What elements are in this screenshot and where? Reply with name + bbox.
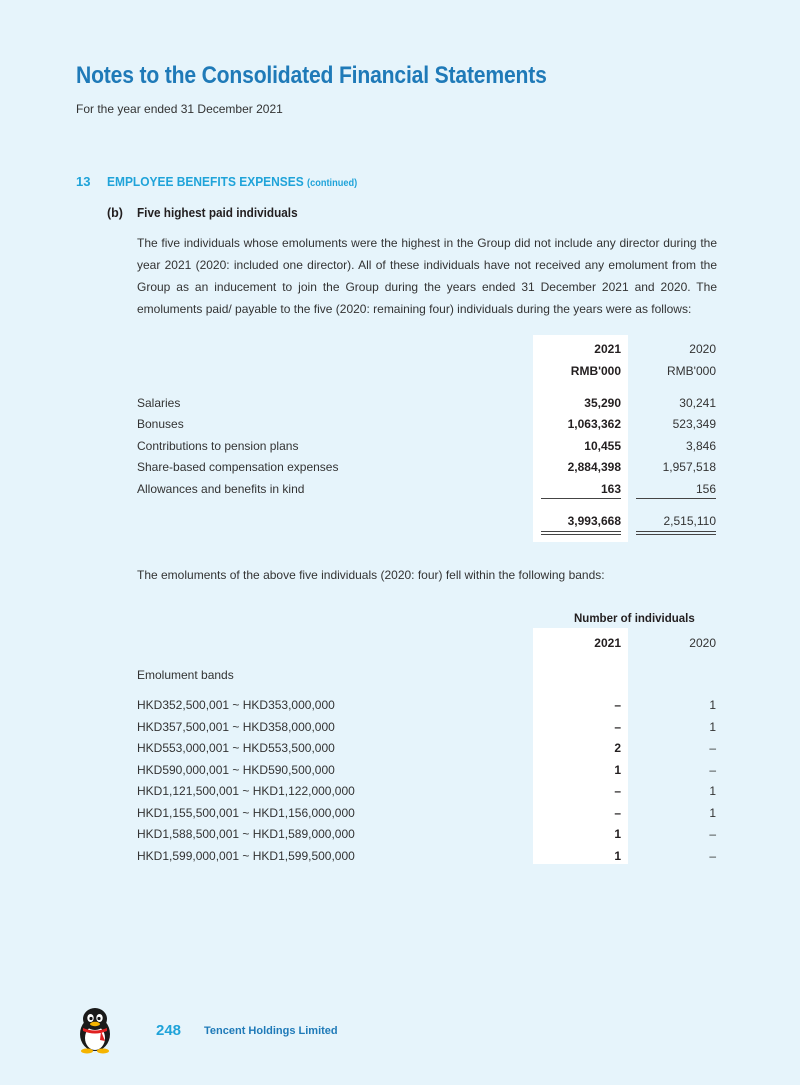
total-double-rule-2021-a bbox=[541, 531, 621, 532]
band-value-2020: – bbox=[709, 849, 716, 863]
band-value-2021: 1 bbox=[614, 763, 621, 777]
page-number: 248 bbox=[156, 1022, 182, 1039]
table-row-value-2021: 2,884,398 bbox=[567, 460, 621, 474]
penguin-mascot-icon bbox=[74, 1006, 116, 1054]
band-label: HKD1,155,500,001 ~ HKD1,156,000,000 bbox=[137, 806, 355, 820]
band-value-2021: – bbox=[614, 784, 621, 798]
section-title-text: EMPLOYEE BENEFITS EXPENSES bbox=[107, 174, 304, 189]
subsection-label: (b) bbox=[107, 206, 123, 220]
band-value-2021: – bbox=[614, 720, 621, 734]
emoluments-unit-2021: RMB'000 bbox=[570, 364, 621, 378]
emoluments-col-2021: 2021 bbox=[594, 342, 621, 356]
band-value-2020: – bbox=[709, 763, 716, 777]
total-2020: 2,515,110 bbox=[663, 514, 716, 528]
band-label: HKD357,500,001 ~ HKD358,000,000 bbox=[137, 720, 335, 734]
bands-group-header: Number of individuals bbox=[574, 613, 695, 625]
table-row-value-2021: 1,063,362 bbox=[567, 417, 621, 431]
emoluments-unit-2020: RMB'000 bbox=[667, 364, 716, 378]
table-row-label: Contributions to pension plans bbox=[137, 439, 299, 453]
table-row-value-2020: 1,957,518 bbox=[662, 460, 716, 474]
subsection-paragraph: The five individuals whose emoluments were the highest in the Group did not include any director during the year 2021 (2020: included one director). All of these individuals have not received any emolument from the Group as an inducement to join the Group during the years ended 31 December 2021 and 2020. The emoluments paid/ payable to the five (2020: remaining four) individuals during the years were as follows: bbox=[137, 236, 717, 316]
table-row-value-2020: 30,241 bbox=[679, 396, 716, 410]
band-value-2021: 1 bbox=[614, 849, 621, 863]
band-value-2020: – bbox=[709, 741, 716, 755]
band-value-2021: – bbox=[614, 698, 621, 712]
band-label: HKD1,588,500,001 ~ HKD1,589,000,000 bbox=[137, 827, 355, 841]
table-row-value-2021: 10,455 bbox=[584, 439, 621, 453]
bands-col-2021: 2021 bbox=[594, 636, 621, 650]
section-title bbox=[107, 174, 357, 189]
table-row-label: Bonuses bbox=[137, 417, 184, 431]
subsection-title: Five highest paid individuals bbox=[137, 206, 298, 220]
total-double-rule-2021-b bbox=[541, 534, 621, 535]
band-label: HKD553,000,001 ~ HKD553,500,000 bbox=[137, 741, 335, 755]
page-title: Notes to the Consolidated Financial Statements bbox=[76, 62, 547, 89]
section-number: 13 bbox=[76, 174, 91, 189]
bands-row-header: Emolument bands bbox=[137, 668, 234, 682]
band-value-2020: 1 bbox=[709, 698, 716, 712]
table-row-label: Salaries bbox=[137, 396, 181, 410]
total-2021: 3,993,668 bbox=[567, 514, 621, 528]
table-row-label: Share-based compensation expenses bbox=[137, 460, 339, 474]
bands-paragraph: The emoluments of the above five individuals (2020: four) fell within the following bands: bbox=[137, 568, 605, 582]
emoluments-col-2020: 2020 bbox=[689, 342, 716, 356]
table-row-value-2020: 523,349 bbox=[672, 417, 716, 431]
company-name: Tencent Holdings Limited bbox=[204, 1025, 338, 1037]
total-double-rule-2020-b bbox=[636, 534, 716, 535]
subtotal-rule-2021 bbox=[541, 498, 621, 499]
table-row-value-2020: 156 bbox=[695, 482, 716, 496]
table-row-value-2021: 35,290 bbox=[584, 396, 621, 410]
band-value-2020: 1 bbox=[709, 784, 716, 798]
band-label: HKD1,121,500,001 ~ HKD1,122,000,000 bbox=[137, 784, 355, 798]
table-row-label: Allowances and benefits in kind bbox=[137, 482, 305, 496]
band-value-2021: – bbox=[614, 806, 621, 820]
table-row-value-2020: 3,846 bbox=[685, 439, 716, 453]
bands-col-2020: 2020 bbox=[689, 636, 716, 650]
band-value-2020: – bbox=[709, 827, 716, 841]
subtotal-rule-2020 bbox=[636, 498, 716, 499]
band-value-2021: 2 bbox=[614, 741, 621, 755]
band-value-2020: 1 bbox=[709, 720, 716, 734]
band-label: HKD1,599,000,001 ~ HKD1,599,500,000 bbox=[137, 849, 355, 863]
section-continued: (continued) bbox=[307, 178, 358, 189]
table-row-value-2021: 163 bbox=[600, 482, 621, 496]
band-value-2021: 1 bbox=[614, 827, 621, 841]
page-subtitle: For the year ended 31 December 2021 bbox=[76, 102, 283, 116]
band-value-2020: 1 bbox=[709, 806, 716, 820]
band-label: HKD352,500,001 ~ HKD353,000,000 bbox=[137, 698, 335, 712]
total-double-rule-2020-a bbox=[636, 531, 716, 532]
band-label: HKD590,000,001 ~ HKD590,500,000 bbox=[137, 763, 335, 777]
